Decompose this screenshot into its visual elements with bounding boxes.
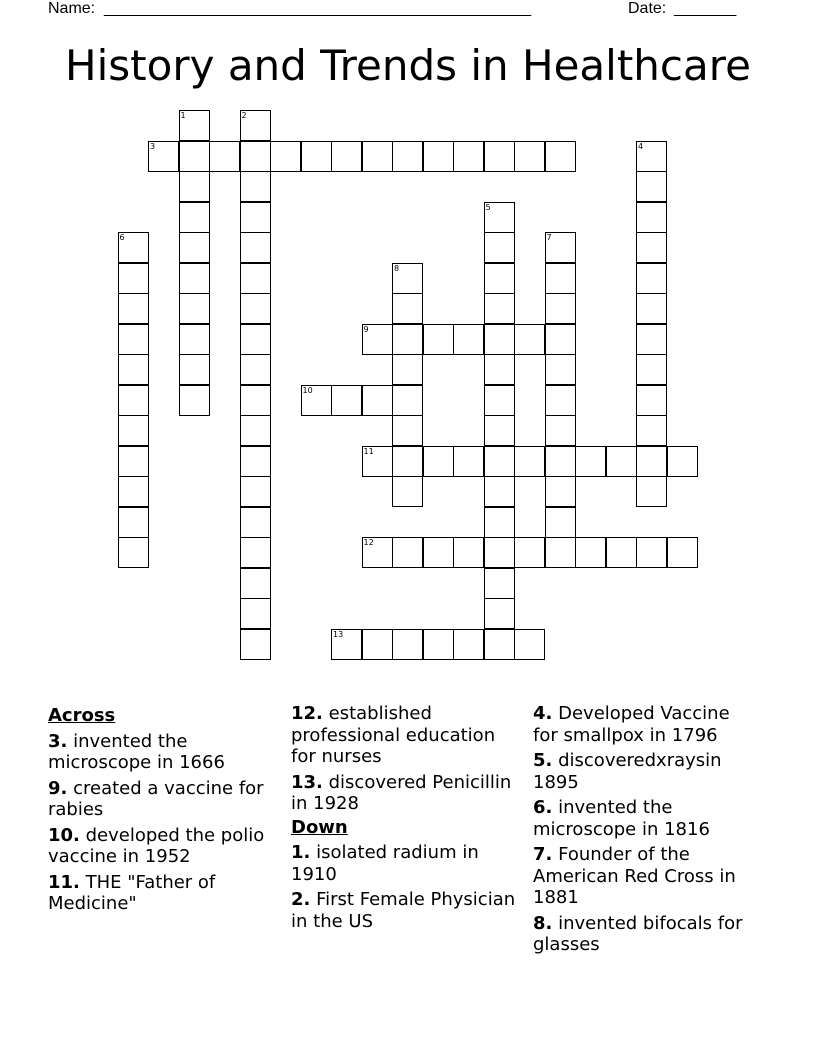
- cell-number: 7: [546, 233, 552, 242]
- clue-number: 4.: [533, 703, 553, 724]
- crossword-cell[interactable]: [453, 446, 484, 477]
- crossword-cell[interactable]: [240, 415, 271, 446]
- clue-across-10: [48, 825, 273, 868]
- crossword-cell[interactable]: [484, 263, 515, 294]
- crossword-cell[interactable]: [118, 385, 149, 416]
- crossword-cell[interactable]: [423, 141, 454, 172]
- crossword-cell[interactable]: [545, 446, 576, 477]
- clue-down-6: [533, 797, 758, 840]
- clue-text: created a vaccine for rabies: [48, 777, 264, 820]
- clue-text: Founder of the American Red Cross in 1881: [533, 844, 736, 908]
- crossword-cell[interactable]: [118, 324, 149, 355]
- crossword-cell[interactable]: [545, 385, 576, 416]
- crossword-cell[interactable]: [240, 171, 271, 202]
- crossword-cell[interactable]: [636, 171, 667, 202]
- crossword-cell[interactable]: [636, 415, 667, 446]
- page-title: History and Trends in Healthcare: [65, 41, 751, 90]
- crossword-cell[interactable]: [362, 537, 393, 568]
- crossword-cell[interactable]: [240, 629, 271, 660]
- crossword-cell[interactable]: [240, 476, 271, 507]
- clue-text: THE "Father of Medicine": [48, 871, 216, 914]
- clue-number: 3.: [48, 730, 68, 752]
- crossword-cell[interactable]: [392, 476, 423, 507]
- name-blank[interactable]: ________________________________________________: [104, 0, 532, 17]
- clue-text: established professional education for nurses: [291, 703, 496, 767]
- crossword-cell[interactable]: [423, 629, 454, 660]
- crossword-cell[interactable]: [392, 354, 423, 385]
- crossword-cell[interactable]: [545, 507, 576, 538]
- crossword-cell[interactable]: [667, 446, 698, 477]
- crossword-cell[interactable]: [392, 293, 423, 324]
- crossword-cell[interactable]: [240, 202, 271, 233]
- crossword-cell[interactable]: [118, 507, 149, 538]
- crossword-cell[interactable]: [179, 293, 210, 324]
- crossword-cell[interactable]: [240, 568, 271, 599]
- crossword-cell[interactable]: [118, 263, 149, 294]
- crossword-cell[interactable]: [636, 141, 667, 172]
- crossword-cell[interactable]: [362, 629, 393, 660]
- clue-column-3: [533, 703, 758, 956]
- crossword-cell[interactable]: [484, 568, 515, 599]
- clue-text: discovered Penicillin in 1928: [291, 771, 512, 814]
- clue-text: invented the microscope in 1666: [48, 730, 225, 773]
- crossword-cell[interactable]: [392, 263, 423, 294]
- crossword-cell[interactable]: [636, 263, 667, 294]
- crossword-cell[interactable]: [484, 598, 515, 629]
- cell-number: 3: [150, 141, 156, 151]
- crossword-cell[interactable]: [575, 446, 606, 477]
- crossword-cell[interactable]: [484, 537, 515, 568]
- clue-number: 8.: [533, 912, 553, 934]
- clue-text: Developed Vaccine for smallpox in 1796: [533, 703, 730, 746]
- crossword-cell[interactable]: [118, 537, 149, 568]
- crossword-cell[interactable]: [240, 110, 271, 141]
- crossword-cell[interactable]: [575, 537, 606, 568]
- crossword-cell[interactable]: [240, 324, 271, 355]
- cell-number: 5: [485, 202, 491, 212]
- crossword-cell[interactable]: [484, 202, 515, 233]
- crossword-cell[interactable]: [118, 446, 149, 477]
- cell-number: 9: [363, 324, 369, 334]
- cell-number: 1: [180, 111, 186, 120]
- cell-number: 6: [119, 233, 125, 242]
- crossword-cell[interactable]: [118, 354, 149, 385]
- crossword-cell[interactable]: [545, 293, 576, 324]
- crossword-cell[interactable]: [453, 324, 484, 355]
- crossword-cell[interactable]: [392, 446, 423, 477]
- down-heading: Down: [291, 816, 348, 838]
- crossword-cell[interactable]: [545, 537, 576, 568]
- crossword-cell[interactable]: [240, 354, 271, 385]
- crossword-cell[interactable]: [453, 629, 484, 660]
- crossword-cell[interactable]: [362, 385, 393, 416]
- crossword-cell[interactable]: [484, 324, 515, 355]
- crossword-cell[interactable]: [484, 476, 515, 507]
- crossword-cell[interactable]: [606, 537, 637, 568]
- crossword-cell[interactable]: [118, 476, 149, 507]
- crossword-cell[interactable]: [179, 354, 210, 385]
- crossword-cell[interactable]: [514, 537, 545, 568]
- crossword-cell[interactable]: [118, 415, 149, 446]
- crossword-cell[interactable]: [484, 446, 515, 477]
- clue-number: 9.: [48, 777, 68, 799]
- clue-across-11: [48, 872, 273, 915]
- crossword-cell[interactable]: [484, 141, 515, 172]
- cell-number: 12: [363, 538, 374, 547]
- crossword-cell[interactable]: [240, 537, 271, 568]
- crossword-cell[interactable]: [484, 385, 515, 416]
- crossword-cell[interactable]: [423, 324, 454, 355]
- crossword-cell[interactable]: [636, 202, 667, 233]
- crossword-cell[interactable]: [636, 446, 667, 477]
- crossword-cell[interactable]: [636, 537, 667, 568]
- crossword-cell[interactable]: [392, 537, 423, 568]
- cell-number: 8: [394, 263, 400, 273]
- crossword-cell[interactable]: [240, 446, 271, 477]
- clue-text: First Female Physician in the US: [291, 889, 516, 932]
- crossword-cell[interactable]: [484, 354, 515, 385]
- clue-down-2: [291, 889, 516, 932]
- clue-number: 13.: [291, 771, 323, 793]
- clue-number: 5.: [533, 750, 553, 771]
- crossword-cell[interactable]: [545, 324, 576, 355]
- clue-column-2: [291, 703, 516, 932]
- crossword-cell[interactable]: [514, 446, 545, 477]
- crossword-cell[interactable]: [453, 537, 484, 568]
- crossword-cell[interactable]: [179, 141, 210, 172]
- name-label: Name:: [48, 0, 96, 17]
- clue-column-1: [48, 703, 273, 915]
- crossword-cell[interactable]: [240, 232, 271, 263]
- crossword-cell[interactable]: [270, 141, 301, 172]
- crossword-cell[interactable]: [636, 324, 667, 355]
- clue-number: 7.: [533, 844, 553, 865]
- cell-number: 2: [241, 111, 247, 120]
- crossword-cell[interactable]: [392, 629, 423, 660]
- clue-across-12: [291, 703, 516, 768]
- clue-across-3: [48, 731, 273, 774]
- date-label: Date:: [628, 0, 667, 17]
- crossword-cell[interactable]: [331, 141, 362, 172]
- crossword-cell[interactable]: [301, 385, 332, 416]
- crossword-cell[interactable]: [484, 507, 515, 538]
- crossword-cell[interactable]: [392, 385, 423, 416]
- crossword-cell[interactable]: [545, 415, 576, 446]
- crossword-cell[interactable]: [484, 232, 515, 263]
- crossword-cell[interactable]: [179, 171, 210, 202]
- crossword-cell[interactable]: [423, 537, 454, 568]
- crossword-cell[interactable]: [331, 385, 362, 416]
- clue-across-13: [291, 772, 516, 815]
- clue-number: 6.: [533, 797, 553, 818]
- clue-across-9: [48, 778, 273, 821]
- crossword-cell[interactable]: [545, 263, 576, 294]
- cell-number: 13: [333, 629, 344, 639]
- crossword-cell[interactable]: [362, 446, 393, 477]
- crossword-cell[interactable]: [392, 141, 423, 172]
- clue-text: invented bifocals for glasses: [533, 912, 743, 955]
- crossword-cell[interactable]: [453, 141, 484, 172]
- crossword-cell[interactable]: [179, 202, 210, 233]
- clue-text: invented the microscope in 1816: [533, 797, 710, 840]
- crossword-cell[interactable]: [636, 232, 667, 263]
- clue-number: 11.: [48, 871, 80, 893]
- crossword-cell[interactable]: [240, 141, 271, 172]
- crossword-cell[interactable]: [545, 141, 576, 172]
- crossword-cell[interactable]: [240, 293, 271, 324]
- crossword-cell[interactable]: [636, 293, 667, 324]
- clue-text: isolated radium in 1910: [291, 842, 479, 885]
- crossword-cell[interactable]: [209, 141, 240, 172]
- crossword-cell[interactable]: [636, 354, 667, 385]
- clue-down-8: [533, 913, 758, 956]
- cell-number: 11: [363, 446, 374, 456]
- crossword-cell[interactable]: [240, 263, 271, 294]
- crossword-cell[interactable]: [362, 141, 393, 172]
- crossword-cell[interactable]: [545, 476, 576, 507]
- clue-number: 2.: [291, 889, 311, 910]
- crossword-cell[interactable]: [606, 446, 637, 477]
- crossword-cell[interactable]: [148, 141, 179, 172]
- crossword-cell[interactable]: [514, 324, 545, 355]
- clue-down-1: [291, 842, 516, 885]
- clue-down-5: [533, 750, 758, 793]
- clue-text: developed the polio vaccine in 1952: [48, 824, 265, 867]
- crossword-cell[interactable]: [636, 476, 667, 507]
- crossword-cell[interactable]: [179, 263, 210, 294]
- crossword-cell[interactable]: [484, 293, 515, 324]
- crossword-cell[interactable]: [545, 354, 576, 385]
- crossword-cell[interactable]: [514, 629, 545, 660]
- clue-down-7: [533, 844, 758, 909]
- date-blank[interactable]: _______: [674, 0, 737, 17]
- crossword-cell[interactable]: [240, 385, 271, 416]
- crossword-cell[interactable]: [362, 324, 393, 355]
- crossword-cell[interactable]: [545, 232, 576, 263]
- crossword-cell[interactable]: [667, 537, 698, 568]
- crossword-cell[interactable]: [392, 415, 423, 446]
- cell-number: 4: [638, 141, 644, 151]
- clue-text: discoveredxraysin 1895: [533, 750, 722, 793]
- crossword-cell[interactable]: [179, 110, 210, 141]
- crossword-cell[interactable]: [179, 385, 210, 416]
- crossword-cell[interactable]: [484, 415, 515, 446]
- crossword-cell[interactable]: [392, 324, 423, 355]
- crossword-cell[interactable]: [240, 598, 271, 629]
- crossword-cell[interactable]: [179, 324, 210, 355]
- crossword-cell[interactable]: [636, 385, 667, 416]
- clue-number: 12.: [291, 703, 323, 724]
- crossword-cell[interactable]: [240, 507, 271, 538]
- crossword-cell[interactable]: [301, 141, 332, 172]
- cell-number: 10: [302, 385, 313, 395]
- crossword-cell[interactable]: [423, 446, 454, 477]
- crossword-cell[interactable]: [118, 232, 149, 263]
- crossword-cell[interactable]: [331, 629, 362, 660]
- crossword-cell[interactable]: [484, 629, 515, 660]
- clue-number: 1.: [291, 842, 311, 863]
- across-heading: Across: [48, 705, 116, 726]
- crossword-cell[interactable]: [118, 293, 149, 324]
- clue-down-4: [533, 703, 758, 746]
- crossword-cell[interactable]: [179, 232, 210, 263]
- crossword-cell[interactable]: [514, 141, 545, 172]
- clue-number: 10.: [48, 824, 80, 846]
